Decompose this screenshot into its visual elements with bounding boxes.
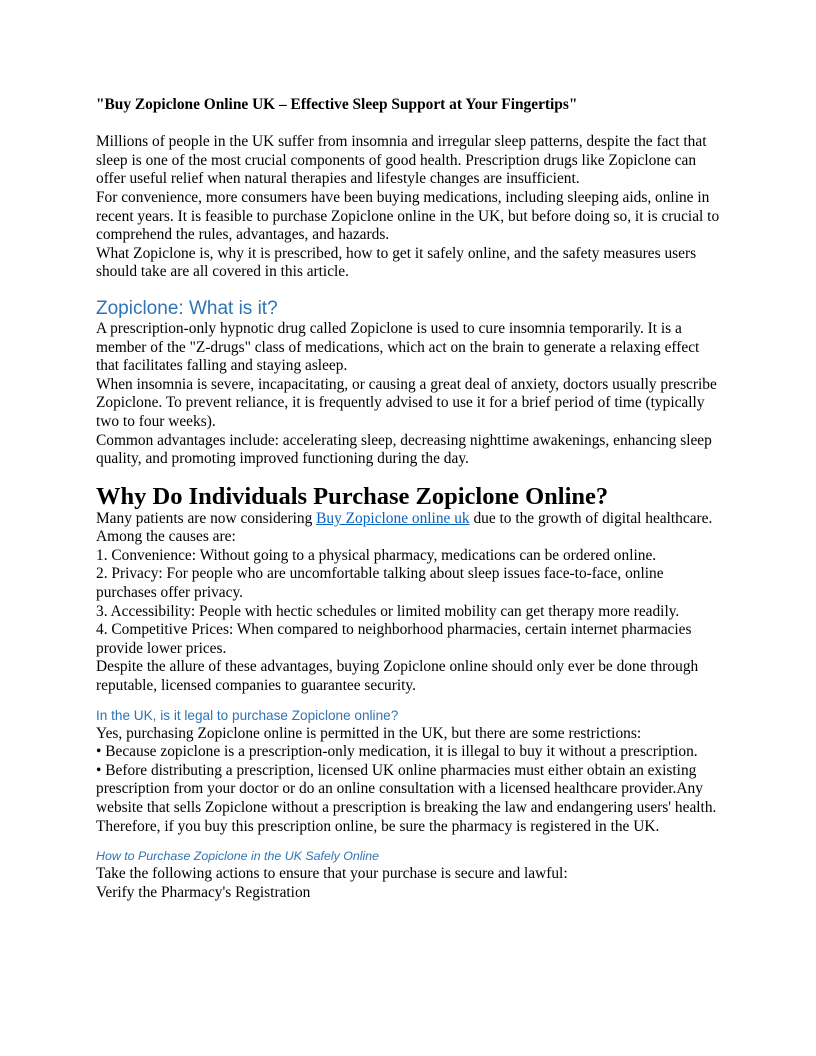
list-item: 1. Convenience: Without going to a physical pharmacy, medications can be ordered online. bbox=[96, 546, 657, 564]
section-what-is-zopiclone bbox=[96, 298, 726, 469]
section-how-to-purchase bbox=[96, 848, 726, 902]
section-heading: Why Do Individuals Purchase Zopiclone Online? bbox=[96, 482, 609, 510]
list-item: 2. Privacy: For people who are uncomfortable talking about sleep issues face-to-face, online purchases offer privacy. bbox=[96, 565, 664, 602]
section-paragraph: Common advantages include: accelerating sleep, decreasing nighttime awakenings, enhancing sleep quality, and promoting improved functioning during the day. bbox=[96, 431, 712, 468]
section-paragraph: Verify the Pharmacy's Registration bbox=[96, 883, 311, 901]
section-paragraph: When insomnia is severe, incapacitating, or causing a great deal of anxiety, doctors usually prescribe Zopiclone. To prevent reliance, it is frequently advised to use it for a brief period of time (typically two to four weeks). bbox=[96, 375, 717, 430]
section-why-purchase-online bbox=[96, 483, 726, 696]
section-paragraph: Therefore, if you buy this prescription online, be sure the pharmacy is registered in the UK. bbox=[96, 817, 660, 835]
section-heading: How to Purchase Zopiclone in the UK Safely Online bbox=[96, 849, 380, 864]
section-heading: In the UK, is it legal to purchase Zopiclone online? bbox=[96, 707, 399, 723]
bullet-item: • Before distributing a prescription, licensed UK online pharmacies must either obtain an existing prescription from your doctor or do an online consultation with a licensed healthcare provider.Any website that sells Zopiclone without a prescription is breaking the law and endangering users' health. bbox=[96, 761, 717, 816]
list-item: 3. Accessibility: People with hectic schedules or limited mobility can get therapy more readily. bbox=[96, 602, 680, 620]
intro-paragraph: Millions of people in the UK suffer from insomnia and irregular sleep patterns, despite the fact that sleep is one of the most crucial components of good health. Prescription drugs like Zopiclone can offer useful relief when natural therapies and lifestyle changes are insufficient. bbox=[96, 133, 707, 188]
buy-zopiclone-link[interactable]: Buy Zopiclone online uk bbox=[316, 509, 470, 527]
bullet-item: • Because zopiclone is a prescription-only medication, it is illegal to buy it without a prescription. bbox=[96, 743, 698, 761]
intro-paragraph: For convenience, more consumers have been buying medications, including sleeping aids, online in recent years. It is feasible to purchase Zopiclone online in the UK, but before doing so, it is crucial to comprehend the rules, advantages, and hazards. bbox=[96, 188, 720, 244]
intro-section bbox=[96, 133, 726, 282]
section-legality bbox=[96, 707, 726, 837]
list-item: 4. Competitive Prices: When compared to neighborhood pharmacies, certain internet pharmacies provide lower prices. bbox=[96, 621, 692, 657]
text-after-link: due to the growth of digital healthcare. Among the causes are: bbox=[96, 509, 713, 546]
section-paragraph: Take the following actions to ensure that your purchase is secure and lawful: bbox=[96, 865, 568, 883]
text-before-link: Many patients are now considering bbox=[96, 509, 317, 527]
intro-paragraph: What Zopiclone is, why it is prescribed, how to get it safely online, and the safety measures users should take are all covered in this article. bbox=[96, 244, 697, 281]
document-page bbox=[96, 96, 726, 902]
section-paragraph bbox=[96, 510, 726, 547]
section-heading: Zopiclone: What is it? bbox=[96, 297, 278, 319]
document-title: "Buy Zopiclone Online UK – Effective Sleep Support at Your Fingertips" bbox=[96, 96, 578, 113]
section-paragraph: A prescription-only hypnotic drug called Zopiclone is used to cure insomnia temporarily. It is a member of the "Z-drugs" class of medications, which act on the brain to generate a relaxing effect that facilitates falling and staying asleep. bbox=[96, 319, 700, 375]
section-paragraph: Despite the allure of these advantages, buying Zopiclone online should only ever be done through reputable, licensed companies to guarantee security. bbox=[96, 658, 699, 695]
section-paragraph: Yes, purchasing Zopiclone online is permitted in the UK, but there are some restrictions: bbox=[96, 724, 642, 742]
